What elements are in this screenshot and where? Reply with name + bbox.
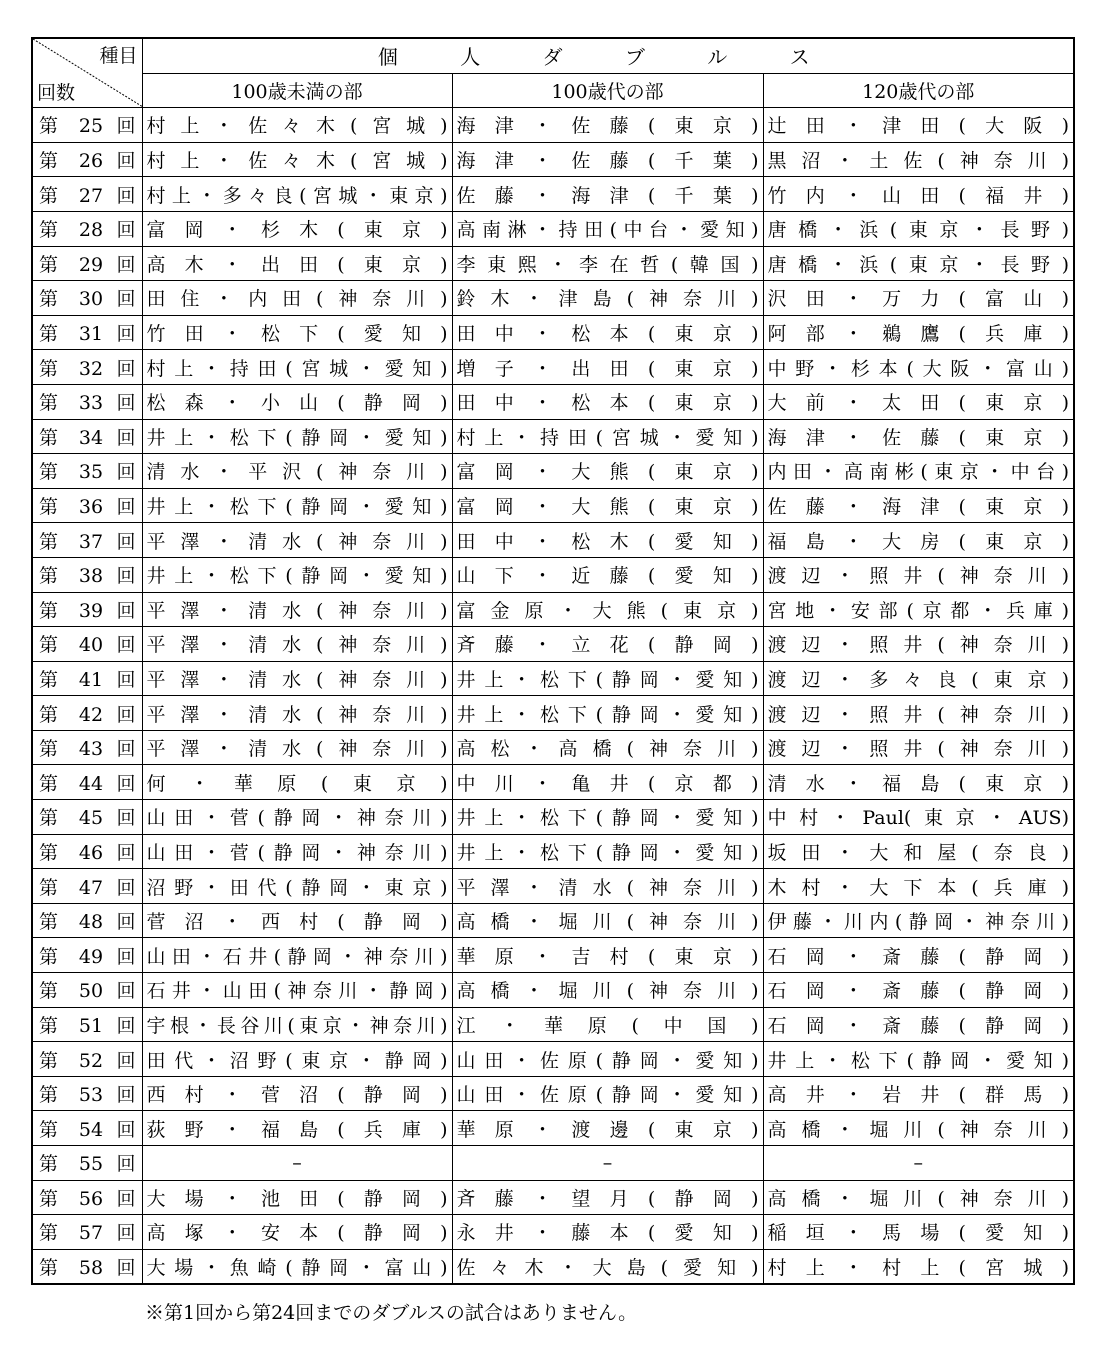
120s-cell: 高橋・堀川(神奈川) [763,1180,1074,1215]
under-100-cell: 井上・松下(静岡・愛知) [142,488,452,523]
100s-cell: 井上・松下(静岡・愛知) [452,661,763,696]
under-100-cell: 平澤・清水(神奈川) [142,661,452,696]
100s-cell: 田中・松本(東京) [452,315,763,350]
round-cell: 第 43 回 [32,730,142,765]
120s-cell: 海津・佐藤(東京) [763,419,1074,454]
table-row [32,419,1074,454]
category-label: 種目 [99,45,138,67]
under-100-cell: 高塚・安本(静岡) [142,1215,452,1250]
table-row [32,523,1074,558]
round-cell: 第 28 回 [32,211,142,246]
120s-cell: 渡辺・照井(神奈川) [763,730,1074,765]
table-row [32,696,1074,731]
100s-cell: 田中・松本(東京) [452,384,763,419]
120s-cell: 石岡・斎藤(静岡) [763,1007,1074,1042]
table-row [32,730,1074,765]
round-cell: 第 37 回 [32,523,142,558]
table-row [32,1076,1074,1111]
120s-cell: 高橋・堀川(神奈川) [763,1111,1074,1146]
120s-cell: 清水・福島(東京) [763,765,1074,800]
100s-cell: 富金原・大熊(東京) [452,592,763,627]
round-cell: 第 32 回 [32,350,142,385]
120s-cell: 高井・岩井(群馬) [763,1076,1074,1111]
100s-cell: 佐々木・大島(愛知) [452,1249,763,1284]
120s-cell: 辻田・津田(大阪) [763,108,1074,143]
under-100-cell: 村上・佐々木(宮城) [142,142,452,177]
under-100-cell: 村上・多々良(宮城・東京) [142,177,452,212]
table-row [32,903,1074,938]
120s-cell: 石岡・斎藤(静岡) [763,938,1074,973]
table-row [32,834,1074,869]
under-100-cell: 平澤・清水(神奈川) [142,523,452,558]
under-100-cell: 平澤・清水(神奈川) [142,627,452,662]
under-100-cell: 山田・菅(静岡・神奈川) [142,834,452,869]
table-row [32,454,1074,489]
table-row [32,765,1074,800]
100s-cell: 中川・亀井(京都) [452,765,763,800]
under-100-cell: 平澤・清水(神奈川) [142,592,452,627]
round-cell: 第 41 回 [32,661,142,696]
round-count-label: 回数 [37,82,76,105]
120s-cell: 伊藤・川内(静岡・神奈川) [763,903,1074,938]
120s-cell: 稲垣・馬場(愛知) [763,1215,1074,1250]
100s-cell: 田中・松木(愛知) [452,523,763,558]
under-100-cell: 竹田・松下(愛知) [142,315,452,350]
120s-cell: 中野・杉本(大阪・富山) [763,350,1074,385]
under-100-cell: 西村・菅沼(静岡) [142,1076,452,1111]
100s-cell: 富岡・大熊(東京) [452,488,763,523]
120s-cell: 佐藤・海津(東京) [763,488,1074,523]
individual-doubles-header: 個 人 ダ ブ ル ス [142,38,1074,73]
100s-cell: 佐藤・海津(千葉) [452,177,763,212]
100s-cell: 高橋・堀川(神奈川) [452,973,763,1008]
under-100-cell: 田住・内田(神奈川) [142,281,452,316]
under-100-cell: 田代・沼野(東京・静岡) [142,1042,452,1077]
120s-cell: 福島・大房(東京) [763,523,1074,558]
120s-cell: 宮地・安部(京都・兵庫) [763,592,1074,627]
table-row [32,246,1074,281]
100s-cell: 斉藤・望月(静岡) [452,1180,763,1215]
under-100-cell: 山田・菅(静岡・神奈川) [142,800,452,835]
round-cell: 第 51 回 [32,1007,142,1042]
round-cell: 第 45 回 [32,800,142,835]
under-100-cell: 井上・松下(静岡・愛知) [142,419,452,454]
table-row [32,800,1074,835]
100s-cell: 高松・高橋(神奈川) [452,730,763,765]
round-cell: 第 55 回 [32,1146,142,1181]
120s-cell: 坂田・大和屋(奈良) [763,834,1074,869]
results-table [31,37,1075,1285]
120s-cell: 木村・大下本(兵庫) [763,869,1074,904]
120s-cell: 大前・太田(東京) [763,384,1074,419]
round-cell: 第 53 回 [32,1076,142,1111]
table-row [32,1007,1074,1042]
table-row [32,315,1074,350]
120s-cell: 竹内・山田(福井) [763,177,1074,212]
round-cell: 第 58 回 [32,1249,142,1284]
120s-cell: 内田・高南彬(東京・中台) [763,454,1074,489]
100s-cell: 山下・近藤(愛知) [452,557,763,592]
round-cell: 第 39 回 [32,592,142,627]
120s-cell: – [763,1146,1074,1181]
round-cell: 第 48 回 [32,903,142,938]
120s-cell: 唐橋・浜(東京・長野) [763,246,1074,281]
round-cell: 第 26 回 [32,142,142,177]
under-100-cell: 村上・持田(宮城・愛知) [142,350,452,385]
under-100-cell: 富岡・杉木(東京) [142,211,452,246]
under-100-cell: 大場・池田(静岡) [142,1180,452,1215]
division-header-under-100: 100歳未満の部 [142,73,452,108]
100s-cell: 李東熙・李在哲(韓国) [452,246,763,281]
round-cell: 第 44 回 [32,765,142,800]
round-cell: 第 27 回 [32,177,142,212]
100s-cell: 増子・出田(東京) [452,350,763,385]
table-row [32,350,1074,385]
100s-cell: 華原・渡邊(東京) [452,1111,763,1146]
table-row [32,142,1074,177]
table-row [32,1215,1074,1250]
100s-cell: 鈴木・津島(神奈川) [452,281,763,316]
table-row [32,592,1074,627]
round-cell: 第 56 回 [32,1180,142,1215]
under-100-cell: 大場・魚崎(静岡・富山) [142,1249,452,1284]
under-100-cell: 荻野・福島(兵庫) [142,1111,452,1146]
100s-cell: 華原・吉村(東京) [452,938,763,973]
120s-cell: 渡辺・照井(神奈川) [763,696,1074,731]
table-row [32,1042,1074,1077]
round-cell: 第 47 回 [32,869,142,904]
under-100-cell: 平澤・清水(神奈川) [142,696,452,731]
120s-cell: 阿部・鵜鷹(兵庫) [763,315,1074,350]
round-cell: 第 57 回 [32,1215,142,1250]
table-row [32,384,1074,419]
round-cell: 第 50 回 [32,973,142,1008]
round-cell: 第 33 回 [32,384,142,419]
table-row [32,973,1074,1008]
round-cell: 第 25 回 [32,108,142,143]
under-100-cell: 山田・石井(静岡・神奈川) [142,938,452,973]
round-cell: 第 31 回 [32,315,142,350]
under-100-cell: 菅沼・西村(静岡) [142,903,452,938]
100s-cell: 井上・松下(静岡・愛知) [452,800,763,835]
120s-cell: 石岡・斎藤(静岡) [763,973,1074,1008]
table-row [32,488,1074,523]
100s-cell: 平澤・清水(神奈川) [452,869,763,904]
round-cell: 第 38 回 [32,557,142,592]
table-row [32,627,1074,662]
table-row [32,211,1074,246]
under-100-cell: 何・華原(東京) [142,765,452,800]
100s-cell: 斉藤・立花(静岡) [452,627,763,662]
100s-cell: 江・華原(中国) [452,1007,763,1042]
120s-cell: 沢田・万力(富山) [763,281,1074,316]
table-row [32,1180,1074,1215]
100s-cell: 村上・持田(宮城・愛知) [452,419,763,454]
under-100-cell: 高木・出田(東京) [142,246,452,281]
table-row [32,108,1074,143]
100s-cell: 永井・藤本(愛知) [452,1215,763,1250]
table-row [32,938,1074,973]
under-100-cell: 石井・山田(神奈川・静岡) [142,973,452,1008]
under-100-cell: – [142,1146,452,1181]
under-100-cell: 村上・佐々木(宮城) [142,108,452,143]
100s-cell: 海津・佐藤(千葉) [452,142,763,177]
100s-cell: 山田・佐原(静岡・愛知) [452,1042,763,1077]
division-header-100s: 100歳代の部 [452,73,763,108]
table-row [32,1111,1074,1146]
under-100-cell: 松森・小山(静岡) [142,384,452,419]
table-row [32,1249,1074,1284]
division-header-120s: 120歳代の部 [763,73,1074,108]
round-cell: 第 52 回 [32,1042,142,1077]
table-row [32,661,1074,696]
table-row [32,281,1074,316]
100s-cell: 井上・松下(静岡・愛知) [452,696,763,731]
results-body [32,108,1074,1285]
100s-cell: 山田・佐原(静岡・愛知) [452,1076,763,1111]
120s-cell: 村上・村上(宮城) [763,1249,1074,1284]
table-row [32,1146,1074,1181]
round-cell: 第 54 回 [32,1111,142,1146]
corner-header [32,38,142,108]
round-cell: 第 42 回 [32,696,142,731]
100s-cell: 井上・松下(静岡・愛知) [452,834,763,869]
100s-cell: 高橋・堀川(神奈川) [452,903,763,938]
round-cell: 第 40 回 [32,627,142,662]
round-cell: 第 49 回 [32,938,142,973]
120s-cell: 中村・Paul(東京・AUS) [763,800,1074,835]
under-100-cell: 清水・平沢(神奈川) [142,454,452,489]
table-row [32,177,1074,212]
120s-cell: 井上・松下(静岡・愛知) [763,1042,1074,1077]
round-cell: 第 30 回 [32,281,142,316]
under-100-cell: 井上・松下(静岡・愛知) [142,557,452,592]
100s-cell: 富岡・大熊(東京) [452,454,763,489]
under-100-cell: 平澤・清水(神奈川) [142,730,452,765]
120s-cell: 渡辺・照井(神奈川) [763,557,1074,592]
round-cell: 第 46 回 [32,834,142,869]
round-cell: 第 35 回 [32,454,142,489]
100s-cell: 高南淋・持田(中台・愛知) [452,211,763,246]
table-row [32,557,1074,592]
table-row [32,869,1074,904]
120s-cell: 渡辺・多々良(東京) [763,661,1074,696]
round-cell: 第 34 回 [32,419,142,454]
under-100-cell: 沼野・田代(静岡・東京) [142,869,452,904]
round-cell: 第 36 回 [32,488,142,523]
120s-cell: 唐橋・浜(東京・長野) [763,211,1074,246]
round-cell: 第 29 回 [32,246,142,281]
under-100-cell: 宇根・長谷川(東京・神奈川) [142,1007,452,1042]
footnote: ※第1回から第24回までのダブルスの試合はありません。 [145,1302,638,1324]
100s-cell: 海津・佐藤(東京) [452,108,763,143]
100s-cell: – [452,1146,763,1181]
120s-cell: 渡辺・照井(神奈川) [763,627,1074,662]
120s-cell: 黒沼・土佐(神奈川) [763,142,1074,177]
